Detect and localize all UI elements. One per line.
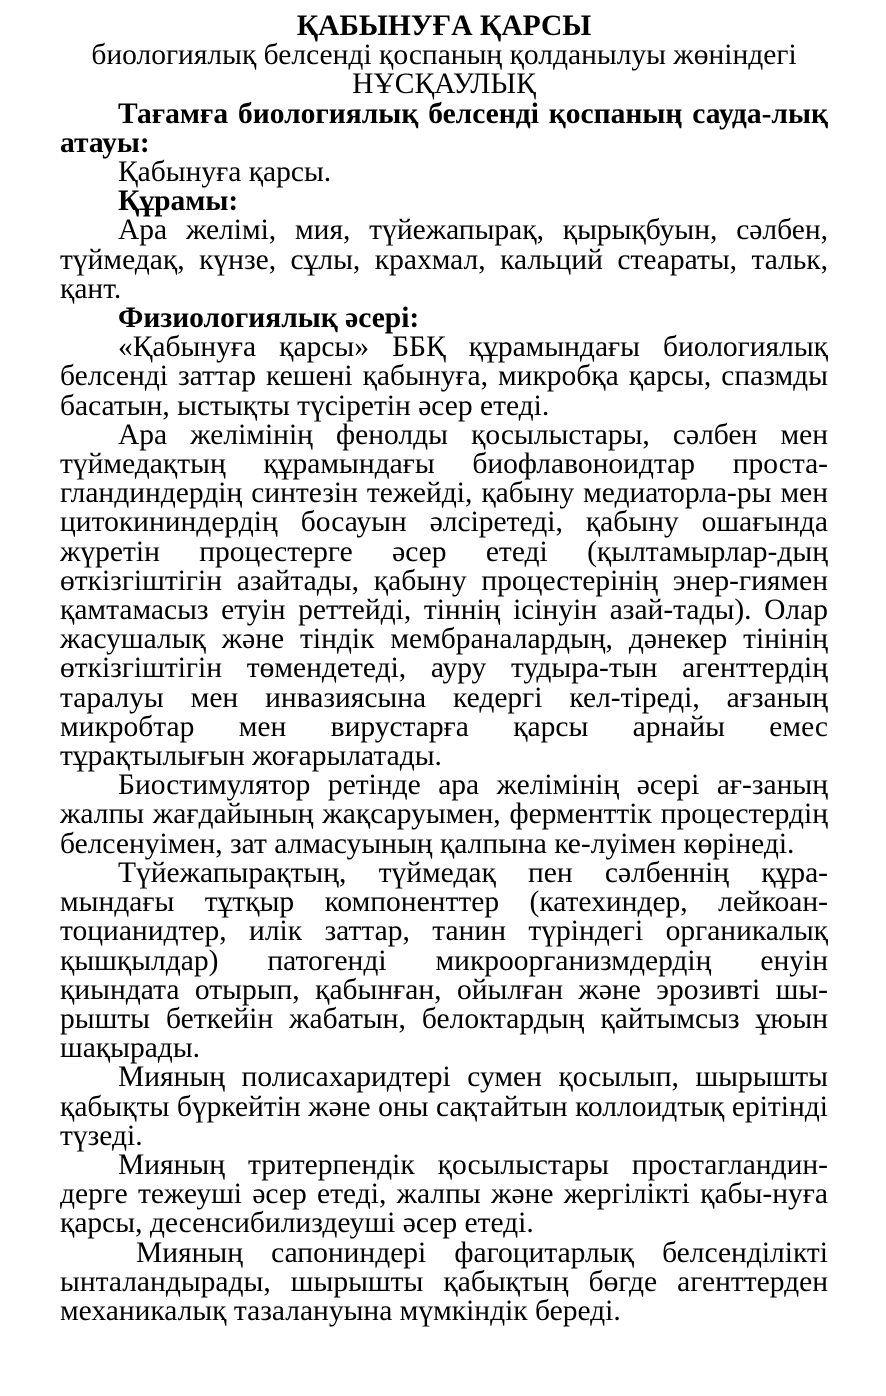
effect-paragraph-5: Мияның полисахаридтері сумен қосылып, шырышты қабықты бүркейтін және оны сақтайтын коллоидтық ерітінді түзеді. bbox=[60, 1061, 828, 1152]
composition-text: Ара желімі, мия, түйежапырақ, қырықбуын, сәлбен, түймедақ, күнзе, сұлы, крахмал, кальций стеараты, тальк, қант. bbox=[60, 214, 828, 305]
trade-name-value: Қабынуға қарсы. bbox=[118, 156, 332, 189]
effect-paragraph-3: Биостимулятор ретінде ара желімінің әсері ағ-заның жалпы жағдайының жақсаруымен, ферменттік процестердің белсенуімен, зат алмасуының қалпына ке-луімен көрінеді. bbox=[60, 769, 828, 860]
effect-paragraph-4: Түйежапырақтың, түймедақ пен сәлбеннің құра-мындағы тұтқыр компоненттер (катехиндер, лейкоан-тоцианидтер, илік заттар, танин түріндегі органикалық қышқылдар) патогенді микроорганизмдердің енуін қиындата отырып, қабынған, ойылған және эрозивті шы-рышты беткейін жабатын, белоктардың қайтымсыз ұюын шақырады. bbox=[60, 856, 828, 1065]
document-page bbox=[60, 12, 828, 1326]
effect-paragraph-1: «Қабынуға қарсы» ББҚ құрамындағы биологиялық белсенді заттар кешені қабынуға, микробқа қарсы, спазмды басатын, ыстықты түсіретін әсер етеді. bbox=[60, 331, 828, 422]
composition-heading: Құрамы: bbox=[118, 185, 239, 218]
effect-paragraph-6: Мияның тритерпендік қосылыстары простагландин-дерге тежеуші әсер етеді, жалпы және жергілікті қабы-нуға қарсы, десенсибилиздеуші әсер етеді. bbox=[60, 1148, 828, 1240]
effect-heading: Физиологиялық әсері: bbox=[118, 302, 420, 335]
effect-paragraph-7: Мияның сапониндері фагоцитарлық белсенділікті ынталандырады, шырышты қабықтың бөгде агенттерден механикалық тазалануына мүмкіндік береді. bbox=[60, 1236, 828, 1327]
document-type: НҰСҚАУЛЫҚ bbox=[352, 68, 536, 101]
document-subtitle: биологиялық белсенді қоспаның қолданылуы жөніндегі bbox=[91, 39, 797, 72]
effect-paragraph-2: Ара желімінің фенолды қосылыстары, сәлбен мен түймедақтың құрамындағы биофлавоноидтар проста-гландиндердің синтезін тежейді, қабыну медиаторла-ры мен цитокининдердің босауын әлсіретеді, қабыну ошағында жүретін процестерге әсер етеді (қылтамырлар-дың өткізгіштігін азайтады, қабыну процестерінің энер-гиямен қамтамасыз етуін реттейді, тіннің ісінуін азай-тады). Олар жасушалық және тіндік мембраналардың, дәнекер тінінің өткізгіштігін төмендетеді, ауру тудыра-тын агенттердің таралуы мен инвазиясына кедергі кел-тіреді, ағзаның микробтар мен вирустарға қарсы арнайы емес тұрақтылығын жоғарылатады. bbox=[60, 418, 828, 773]
document-title: ҚАБЫНУҒА ҚАРСЫ bbox=[296, 10, 592, 42]
trade-name-heading: Тағамға биологиялық белсенді қоспаның сауда-лық атауы: bbox=[60, 97, 828, 159]
